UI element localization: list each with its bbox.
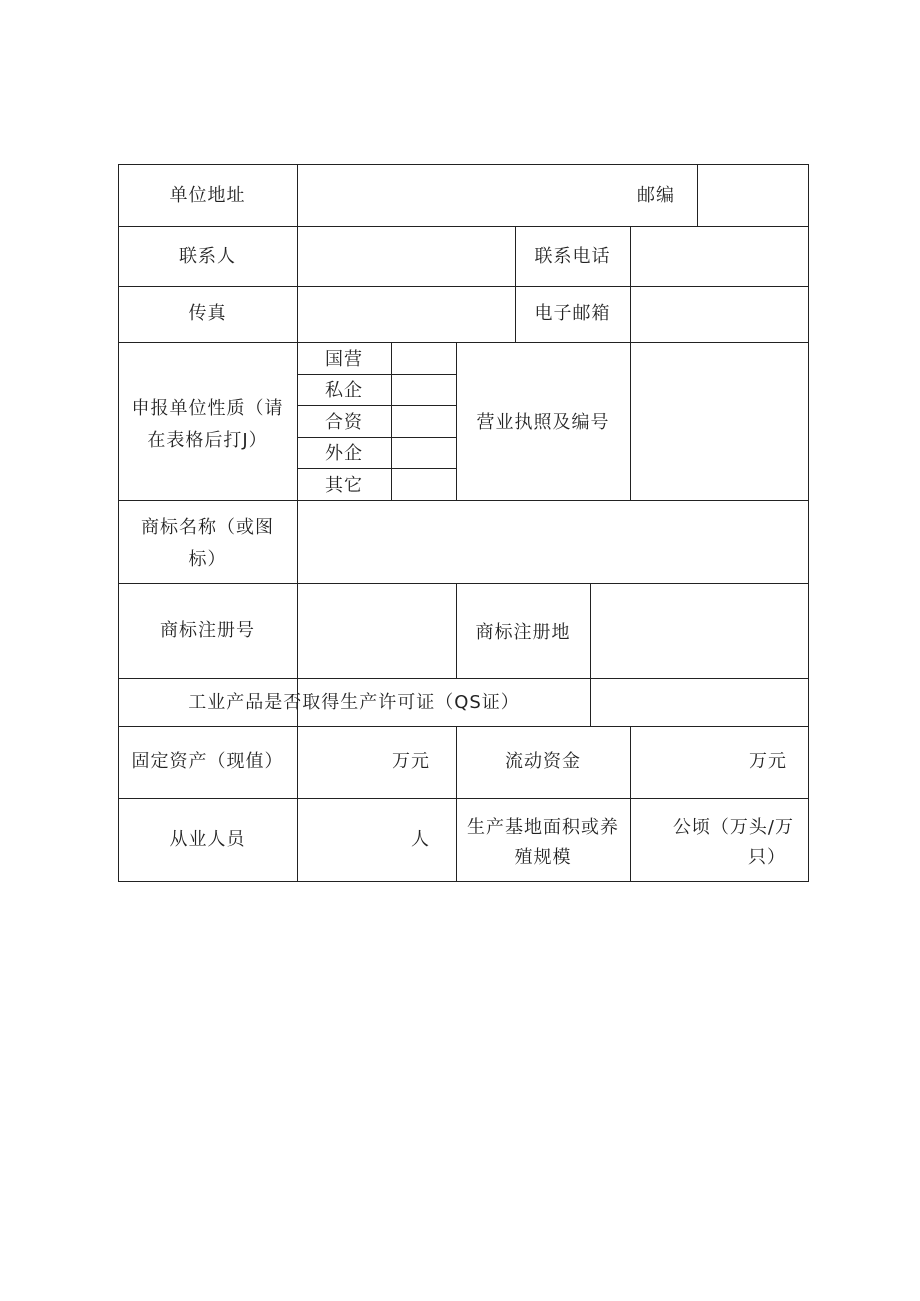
nature-label-line2: 在表格后打J）: [147, 430, 268, 451]
trademark-reg-place-label: 商标注册地: [475, 622, 571, 643]
working-capital-label: 流动资金: [505, 751, 581, 772]
qs-license-label: 工业产品是否取得生产许可证（QS证）: [188, 692, 520, 713]
employees-unit: 人: [411, 829, 430, 850]
row-divider: [118, 726, 809, 727]
column-divider: [630, 726, 631, 882]
nature-check-joint[interactable]: [392, 406, 455, 436]
nature-check-state[interactable]: [392, 343, 455, 373]
trademark-reg-place-field[interactable]: [591, 584, 808, 677]
area-unit-line1: 公顷（万头/万: [672, 817, 794, 838]
column-divider: [697, 164, 698, 226]
area-unit-line2: 只）: [748, 847, 786, 868]
nature-option-other: 其它: [325, 475, 363, 496]
trademark-name-label-line1: 商标名称（或图: [141, 517, 274, 538]
employees-label: 从业人员: [169, 829, 246, 850]
nature-option-private: 私企: [325, 380, 363, 401]
nature-check-private[interactable]: [392, 375, 455, 404]
nature-label-line1: 申报单位性质（请: [131, 398, 284, 419]
trademark-reg-no-label: 商标注册号: [160, 620, 255, 641]
row-divider: [118, 798, 809, 799]
nature-option-foreign: 外企: [325, 443, 363, 464]
unit-address-label: 单位地址: [169, 185, 246, 206]
column-divider: [630, 226, 631, 342]
trademark-reg-no-field[interactable]: [298, 584, 455, 677]
trademark-name-field[interactable]: [298, 501, 808, 582]
license-label: 营业执照及编号: [476, 412, 610, 433]
fax-label: 传真: [188, 303, 227, 324]
qs-license-field[interactable]: [591, 679, 808, 725]
email-label: 电子邮箱: [534, 303, 611, 324]
nature-option-joint: 合资: [325, 412, 363, 433]
base-area-label-line1: 生产基地面积或养: [467, 817, 619, 838]
nature-check-other[interactable]: [392, 469, 455, 499]
phone-label: 联系电话: [534, 246, 611, 267]
fixed-assets-unit: 万元: [392, 751, 430, 772]
contact-label: 联系人: [179, 246, 236, 267]
postcode-label: 邮编: [637, 185, 675, 206]
working-capital-unit: 万元: [749, 751, 787, 772]
base-area-label-line2: 殖规模: [514, 847, 572, 868]
license-field[interactable]: [631, 343, 808, 499]
row-divider: [118, 286, 809, 287]
fixed-assets-label: 固定资产（现值）: [131, 751, 284, 772]
nature-option-state: 国营: [325, 349, 363, 370]
row-divider: [118, 226, 809, 227]
nature-check-foreign[interactable]: [392, 438, 455, 467]
trademark-name-label-line2: 标）: [188, 549, 227, 570]
